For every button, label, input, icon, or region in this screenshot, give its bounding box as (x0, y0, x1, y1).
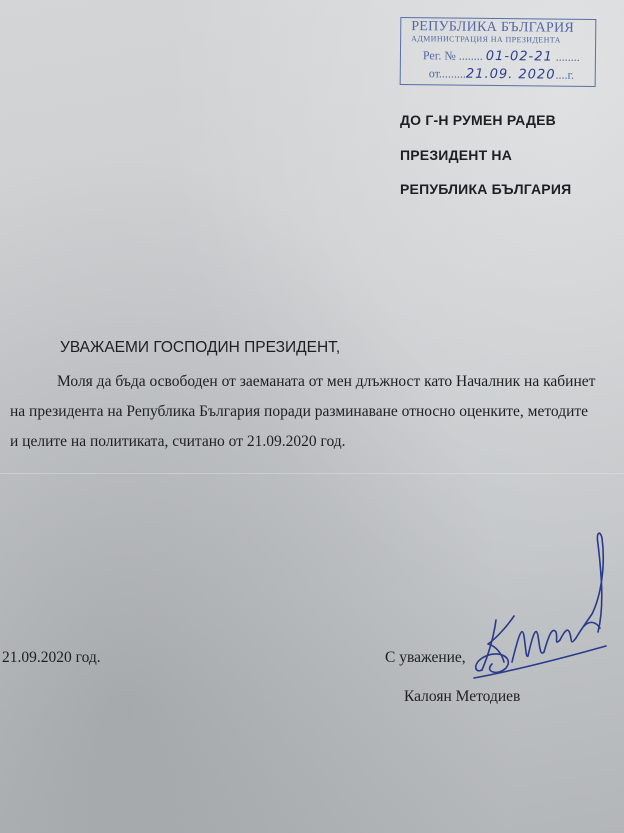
body-line-1: Моля да бъда освободен от заеманата от мен длъжност като Началник на кабинет (57, 373, 596, 390)
stamp-reg-value: 01-02-21 (485, 48, 553, 65)
registration-stamp (400, 17, 597, 87)
paper-fold (0, 473, 624, 474)
letter-date: 21.09.2020 год. (2, 649, 101, 666)
addressee-line-3: РЕПУБЛИКА БЪЛГАРИЯ (400, 181, 572, 197)
stamp-reg-row: Рег. № ........ 01-02-21 ........ (422, 48, 580, 65)
addressee-block (400, 103, 571, 207)
stamp-subtitle: АДМИНИСТРАЦИЯ НА ПРЕЗИДЕНТА (411, 34, 561, 45)
salutation: УВАЖАЕМИ ГОСПОДИН ПРЕЗИДЕНТ, (60, 339, 341, 356)
addressee-line-2: ПРЕЗИДЕНТ НА (400, 146, 513, 163)
body-line-3: и целите на политиката, считано от 21.09.2020 год. (10, 433, 346, 450)
stamp-title: РЕПУБЛИКА БЪЛГАРИЯ (411, 19, 575, 36)
body-line-2: на президента на Република България поради разминаване относно оценките, методите (10, 403, 589, 420)
signer-name: Калоян Методиев (404, 688, 521, 705)
closing-phrase: С уважение, (385, 649, 466, 666)
handwritten-signature (466, 528, 616, 688)
stamp-reg-label: Рег. № (422, 48, 456, 63)
stamp-date-suffix: г. (567, 67, 575, 82)
stamp-date-row: от.........21.09. 2020....г. (428, 66, 575, 83)
stamp-date-value: 21.09. 2020 (465, 66, 556, 83)
addressee-line-1: ДО Г-Н РУМЕН РАДЕВ (400, 112, 556, 128)
stamp-date-label: от (428, 66, 440, 81)
